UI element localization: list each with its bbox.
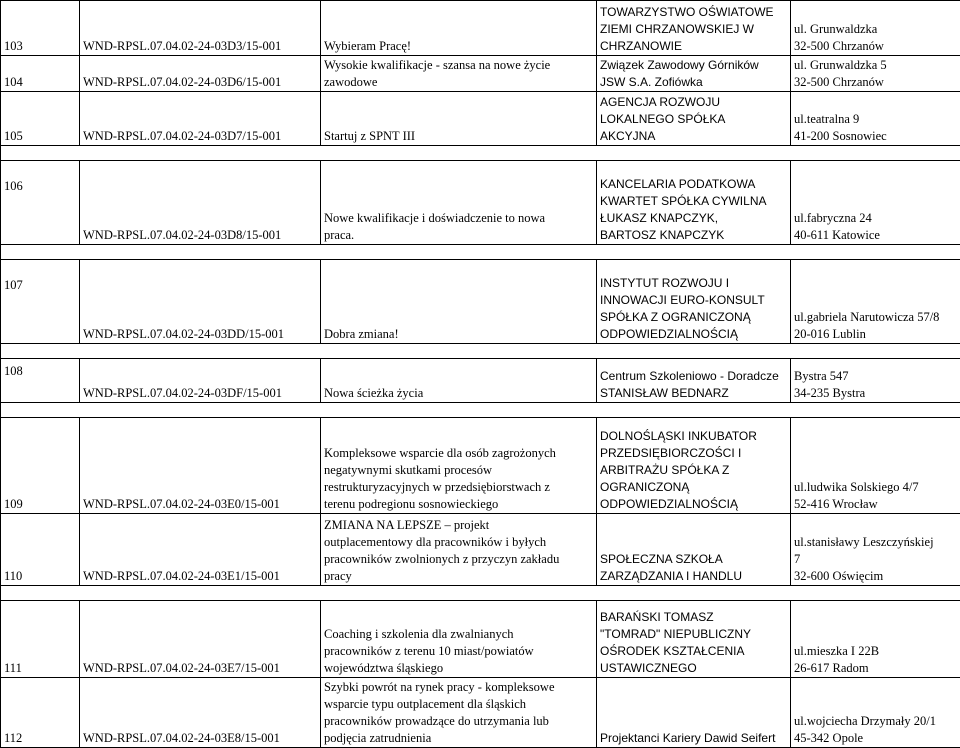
institution-name: Centrum Szkoleniowo - Doradcze STANISŁAW BEDNARZ bbox=[597, 359, 791, 403]
project-title: ZMIANA NA LEPSZE – projekt outplacementowy dla pracowników i byłych pracowników zwolnionych z przyczyn zakładu pracy bbox=[321, 514, 597, 586]
project-title: Startuj z SPNT III bbox=[321, 92, 597, 146]
project-code: WND-RPSL.07.04.02-24-03E1/15-001 bbox=[80, 514, 321, 586]
project-title: Kompleksowe wsparcie dla osób zagrożonych negatywnymi skutkami procesów restrukturyzacyjnych w przedsiębiorstwach z terenu podregionu sosnowieckiego bbox=[321, 418, 597, 514]
institution-address: ul.mieszka I 22B 26-617 Radom bbox=[791, 601, 960, 678]
project-title: Coaching i szkolenia dla zwalnianych pracowników z terenu 10 miast/powiatów województwa śląskiego bbox=[321, 601, 597, 678]
table-row bbox=[1, 260, 960, 344]
project-code: WND-RPSL.07.04.02-24-03E0/15-001 bbox=[80, 418, 321, 514]
institution-name: SPOŁECZNA SZKOŁA ZARZĄDZANIA I HANDLU bbox=[597, 514, 791, 586]
table-spacer bbox=[1, 403, 960, 418]
table-row bbox=[1, 1, 960, 56]
institution-address: ul.teatralna 9 41-200 Sosnowiec bbox=[791, 92, 960, 146]
row-number: 111 bbox=[1, 601, 80, 678]
project-title: Wybieram Pracę! bbox=[321, 1, 597, 56]
institution-name: DOLNOŚLĄSKI INKUBATOR PRZEDSIĘBIORCZOŚCI I ARBITRAŻU SPÓŁKA Z OGRANICZONĄ ODPOWIEDZIALNOŚCIĄ bbox=[597, 418, 791, 514]
institution-address: ul.wojciecha Drzymały 20/1 45-342 Opole bbox=[791, 678, 960, 748]
project-title: Szybki powrót na rynek pracy - kompleksowe wsparcie typu outplacement dla śląskich pracowników prowadzące do utrzymania lub podjęcia zatrudnienia bbox=[321, 678, 597, 748]
institution-address: ul.ludwika Solskiego 4/7 52-416 Wrocław bbox=[791, 418, 960, 514]
table-row bbox=[1, 161, 960, 245]
table-row bbox=[1, 678, 960, 748]
table-row bbox=[1, 514, 960, 586]
project-code: WND-RPSL.07.04.02-24-03D8/15-001 bbox=[80, 161, 321, 245]
table-spacer bbox=[1, 245, 960, 260]
institution-address: Bystra 547 34-235 Bystra bbox=[791, 359, 960, 403]
institution-name: KANCELARIA PODATKOWA KWARTET SPÓŁKA CYWILNA ŁUKASZ KNAPCZYK, BARTOSZ KNAPCZYK bbox=[597, 161, 791, 245]
table-row bbox=[1, 56, 960, 92]
table-spacer bbox=[1, 146, 960, 161]
institution-name: Projektanci Kariery Dawid Seifert bbox=[597, 678, 791, 748]
project-code: WND-RPSL.07.04.02-24-03DD/15-001 bbox=[80, 260, 321, 344]
table-row bbox=[1, 601, 960, 678]
row-number: 106 bbox=[1, 161, 80, 245]
institution-name: TOWARZYSTWO OŚWIATOWE ZIEMI CHRZANOWSKIEJ W CHRZANOWIE bbox=[597, 1, 791, 56]
table-row bbox=[1, 92, 960, 146]
row-number: 104 bbox=[1, 56, 80, 92]
institution-name: INSTYTUT ROZWOJU I INNOWACJI EURO-KONSULT SPÓŁKA Z OGRANICZONĄ ODPOWIEDZIALNOŚCIĄ bbox=[597, 260, 791, 344]
table-spacer bbox=[1, 586, 960, 601]
project-code: WND-RPSL.07.04.02-24-03D6/15-001 bbox=[80, 56, 321, 92]
institution-address: ul. Grunwaldzka 32-500 Chrzanów bbox=[791, 1, 960, 56]
project-code: WND-RPSL.07.04.02-24-03DF/15-001 bbox=[80, 359, 321, 403]
table-spacer bbox=[1, 344, 960, 359]
project-title: Nowa ścieżka życia bbox=[321, 359, 597, 403]
row-number: 103 bbox=[1, 1, 80, 56]
row-number: 107 bbox=[1, 260, 80, 344]
project-code: WND-RPSL.07.04.02-24-03E8/15-001 bbox=[80, 678, 321, 748]
institution-address: ul. Grunwaldzka 5 32-500 Chrzanów bbox=[791, 56, 960, 92]
table-row bbox=[1, 418, 960, 514]
row-number: 110 bbox=[1, 514, 80, 586]
project-code: WND-RPSL.07.04.02-24-03D7/15-001 bbox=[80, 92, 321, 146]
project-title: Dobra zmiana! bbox=[321, 260, 597, 344]
table-row bbox=[1, 359, 960, 403]
project-title: Nowe kwalifikacje i doświadczenie to nowa praca. bbox=[321, 161, 597, 245]
row-number: 108 bbox=[1, 359, 80, 403]
institution-name: BARAŃSKI TOMASZ "TOMRAD" NIEPUBLICZNY OŚRODEK KSZTAŁCENIA USTAWICZNEGO bbox=[597, 601, 791, 678]
institution-name: AGENCJA ROZWOJU LOKALNEGO SPÓŁKA AKCYJNA bbox=[597, 92, 791, 146]
institution-address: ul.fabryczna 24 40-611 Katowice bbox=[791, 161, 960, 245]
institution-address: ul.stanisławy Leszczyńskiej 7 32-600 Oświęcim bbox=[791, 514, 960, 586]
project-code: WND-RPSL.07.04.02-24-03D3/15-001 bbox=[80, 1, 321, 56]
row-number: 105 bbox=[1, 92, 80, 146]
institution-address: ul.gabriela Narutowicza 57/8 20-016 Lublin bbox=[791, 260, 960, 344]
row-number: 109 bbox=[1, 418, 80, 514]
project-code: WND-RPSL.07.04.02-24-03E7/15-001 bbox=[80, 601, 321, 678]
project-title: Wysokie kwalifikacje - szansa na nowe życie zawodowe bbox=[321, 56, 597, 92]
institution-name: Związek Zawodowy Górników JSW S.A. Zofiówka bbox=[597, 56, 791, 92]
row-number: 112 bbox=[1, 678, 80, 748]
